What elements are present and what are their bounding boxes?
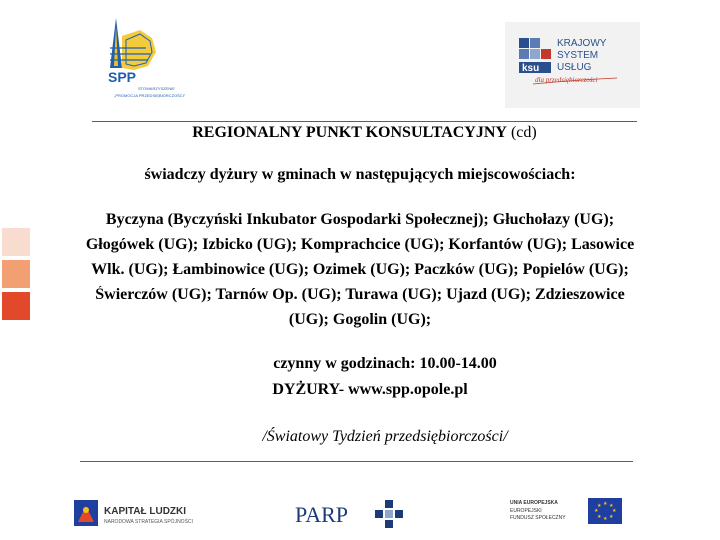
eu-line3: FUNDUSZ SPOŁECZNY — [510, 515, 566, 521]
svg-text:★: ★ — [597, 514, 602, 520]
ksu-acronym: ksu — [522, 63, 540, 74]
parp-logo — [295, 496, 415, 532]
title-main: REGIONALNY PUNKT KONSULTACYJNY — [192, 124, 507, 141]
kapital-ludzki-logo — [72, 496, 222, 532]
eu-line2: EUROPEJSKI — [510, 508, 542, 514]
locations-line: Wlk. (UG); Łambinowice (UG); Ozimek (UG); Paczków (UG); Popielów (UG); — [91, 261, 629, 278]
spp-line1: STOWARZYSZENIE — [138, 86, 175, 91]
ksu-line1: KRAJOWY — [557, 38, 607, 49]
spp-line2: „PROMOCJA PRZEDSIĘBIORCZOŚCI” — [114, 93, 186, 98]
kl-name: KAPITAŁ LUDZKI — [104, 506, 187, 517]
svg-text:★: ★ — [609, 514, 614, 520]
ksu-logo — [505, 22, 640, 108]
ksu-line2: SYSTEM — [557, 50, 599, 61]
locations-line: Głogówek (UG); Izbicko (UG); Komprachcice (UG); Korfantów (UG); Lasowice — [85, 236, 635, 253]
locations-line: Byczyna (Byczyński Inkubator Gospodarki Społecznej); Głuchołazy (UG); — [105, 211, 615, 228]
opening-hours: czynny w godzinach: 10.00-14.00 — [273, 355, 497, 372]
locations-line: Świerczów (UG); Tarnów Op. (UG); Turawa (UG); Ujazd (UG); Zdzieszowice — [95, 286, 625, 303]
eu-logo — [510, 494, 625, 530]
svg-text:★: ★ — [597, 503, 602, 509]
title-suffix: (cd) — [510, 124, 537, 141]
kl-sub: NARODOWA STRATEGIA SPÓJNOŚCI — [104, 519, 193, 525]
page-title — [92, 124, 637, 142]
bottom-divider — [80, 461, 633, 462]
eu-graphic — [510, 494, 625, 530]
svg-text:★: ★ — [609, 503, 614, 509]
kapital-ludzki-graphic — [72, 496, 222, 532]
week-caption: /Światowy Tydzień przedsiębiorczości/ — [262, 428, 508, 445]
ksu-logo-graphic — [505, 22, 640, 108]
ksu-line3: USŁUG — [557, 62, 592, 73]
intro-text: świadczy dyżury w gminach w następujących miejscowościach: — [144, 166, 576, 183]
spp-logo-graphic — [100, 8, 200, 108]
locations-line: (UG); Gogolin (UG); — [288, 311, 432, 328]
parp-graphic — [295, 496, 415, 532]
svg-text:★: ★ — [612, 508, 617, 514]
ksu-tagline: dla przedsiębiorczości — [535, 76, 598, 84]
spp-acronym: SPP — [108, 69, 137, 85]
spp-logo — [100, 8, 200, 108]
top-divider — [92, 121, 637, 122]
eu-line1: UNIA EUROPEJSKA — [510, 500, 558, 506]
svg-text:★: ★ — [603, 501, 608, 507]
parp-name: PARP — [295, 502, 349, 527]
duty-link-text: DYŻURY- www.spp.opole.pl — [272, 381, 468, 398]
svg-text:★: ★ — [603, 516, 608, 522]
svg-text:★: ★ — [594, 508, 599, 514]
